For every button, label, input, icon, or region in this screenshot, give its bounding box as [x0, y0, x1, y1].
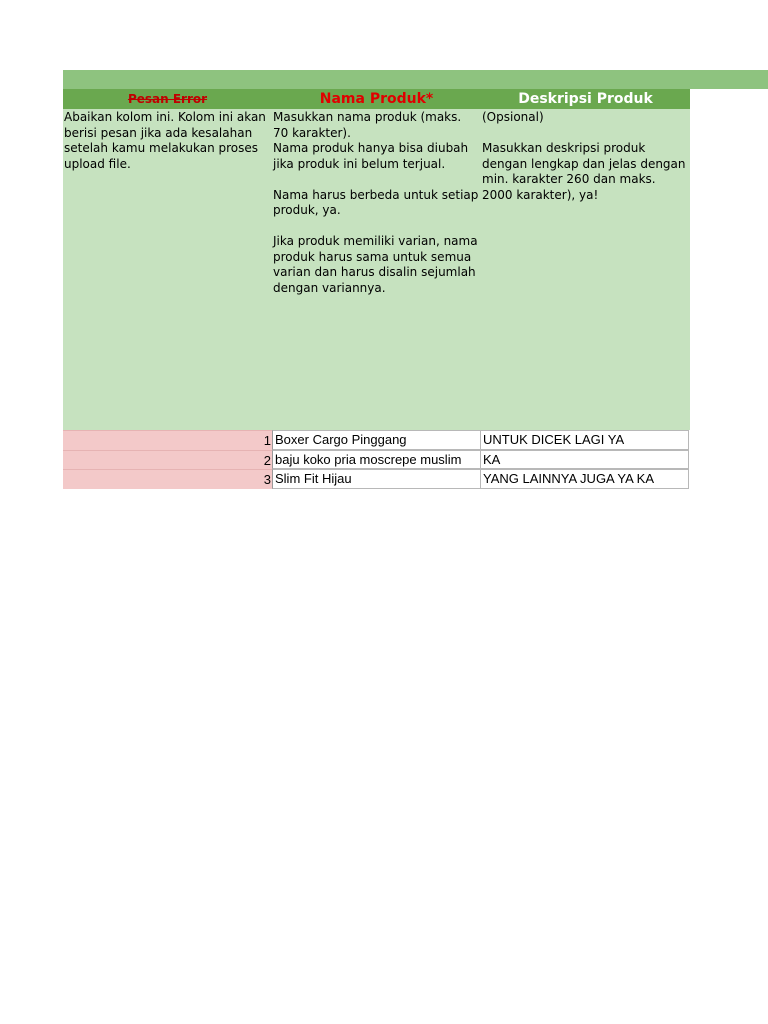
nama-produk-value: baju koko pria moscrepe muslim [275, 451, 462, 467]
deskripsi-produk-cell[interactable] [480, 450, 689, 470]
nama-produk-cell[interactable] [272, 430, 481, 450]
header-nama-produk[interactable] [272, 89, 481, 109]
header-pesan-error[interactable] [63, 89, 272, 109]
deskripsi-produk-value: YANG LAINNYA JUGA YA KA [483, 471, 654, 486]
description-cell-error[interactable] [63, 109, 272, 430]
deskripsi-produk-value: KA [483, 451, 501, 467]
header-row [63, 89, 768, 109]
description-row [63, 109, 690, 430]
description-cell-deskripsi[interactable] [481, 109, 690, 430]
deskripsi-produk-value: UNTUK DICEK LAGI YA [483, 432, 625, 447]
nama-produk-cell[interactable] [272, 469, 481, 489]
table-row [63, 469, 768, 489]
row-number: 2 [263, 452, 271, 468]
row-number: 3 [263, 472, 271, 487]
nama-produk-cell[interactable] [272, 450, 481, 470]
row-number: 1 [263, 433, 271, 448]
header-pesan-error-label: Pesan Error [127, 92, 208, 106]
error-cell[interactable] [63, 430, 272, 450]
deskripsi-produk-cell[interactable] [480, 430, 689, 450]
description-nama-text: Masukkan nama produk (maks. 70 karakter). Nama produk hanya bisa diubah jika produk ini belum terjual. Nama harus berbeda untuk setiap produk, ya. Jika produk memiliki varian, nama produk harus sama untuk semua varian dan harus disalin sejumlah dengan variannya. [273, 110, 479, 295]
sheet-top-bar [63, 70, 768, 89]
table-row [63, 450, 768, 470]
description-error-text: Abaikan kolom ini. Kolom ini akan berisi pesan jika ada kesalahan setelah kamu melakukan proses upload file. [64, 110, 266, 171]
header-deskripsi-produk[interactable] [481, 89, 690, 109]
error-cell[interactable] [63, 469, 272, 489]
description-deskripsi-text: (Opsional) Masukkan deskripsi produk dengan lengkap dan jelas dengan min. karakter 260 dan maks. 2000 karakter), ya! [482, 110, 686, 202]
spreadsheet [63, 70, 768, 489]
table-row [63, 430, 768, 450]
header-deskripsi-produk-label: Deskripsi Produk [518, 91, 653, 107]
description-cell-nama[interactable] [272, 109, 481, 430]
nama-produk-value: Slim Fit Hijau [275, 471, 352, 486]
header-nama-produk-label: Nama Produk* [319, 91, 434, 107]
deskripsi-produk-cell[interactable] [480, 469, 689, 489]
nama-produk-value: Boxer Cargo Pinggang [275, 432, 407, 447]
error-cell[interactable] [63, 450, 272, 470]
